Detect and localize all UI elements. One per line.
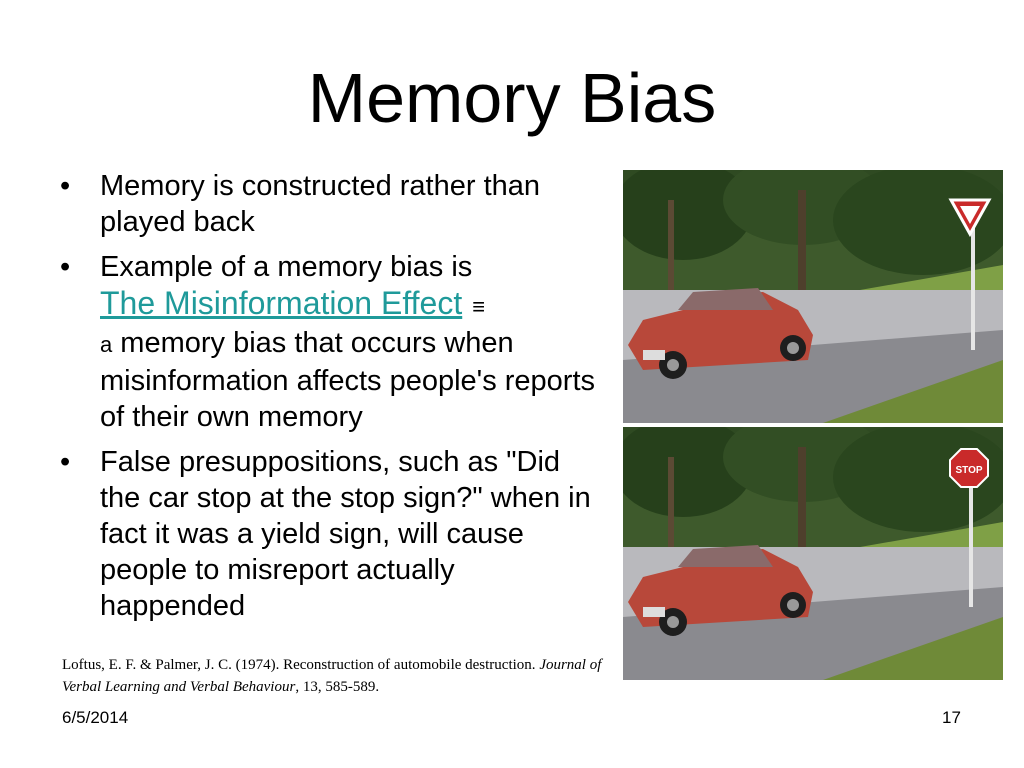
slide-number: 17 bbox=[942, 708, 961, 727]
bullet-text: Memory is constructed rather than played back bbox=[100, 170, 541, 238]
bullet-text-suffix: memory bias that occurs when misinformation affects people's reports of their own memory bbox=[100, 327, 596, 433]
citation bbox=[62, 654, 622, 698]
bullet-dot-icon: • bbox=[60, 251, 71, 283]
bullet-list bbox=[60, 168, 600, 633]
bullet-item bbox=[60, 168, 600, 240]
bullet-text: False presuppositions, such as "Did the car stop at the stop sign?" when in fact it was a yield sign, will cause people to misreport actually happended bbox=[100, 446, 591, 622]
bullet-dot-icon: • bbox=[60, 446, 71, 478]
photo-yield-sign-car bbox=[623, 170, 1003, 423]
misinformation-effect-link[interactable]: The Misinformation Effect bbox=[100, 285, 463, 321]
stop-sign-text: STOP bbox=[955, 465, 983, 476]
bullet-text-article: a bbox=[100, 332, 113, 357]
bullet-dot-icon: • bbox=[60, 170, 71, 202]
stop-sign-icon bbox=[950, 449, 988, 487]
bullet-item bbox=[60, 249, 600, 435]
citation-authors-title: Loftus, E. F. & Palmer, J. C. (1974). Reconstruction of automobile destruction. bbox=[62, 657, 540, 673]
bullet-text-prefix: Example of a memory bias is bbox=[100, 251, 473, 283]
citation-rest: , 13, 585-589. bbox=[295, 679, 380, 695]
citation-journal: Journal of Verbal Learning and Verbal Behaviour bbox=[62, 657, 602, 695]
photo-stop-sign-car bbox=[623, 427, 1003, 680]
footer-date: 6/5/2014 bbox=[62, 708, 129, 727]
equivalence-symbol: ≡ bbox=[472, 294, 486, 319]
slide-title: Memory Bias bbox=[307, 59, 717, 137]
bullet-item bbox=[60, 444, 600, 624]
